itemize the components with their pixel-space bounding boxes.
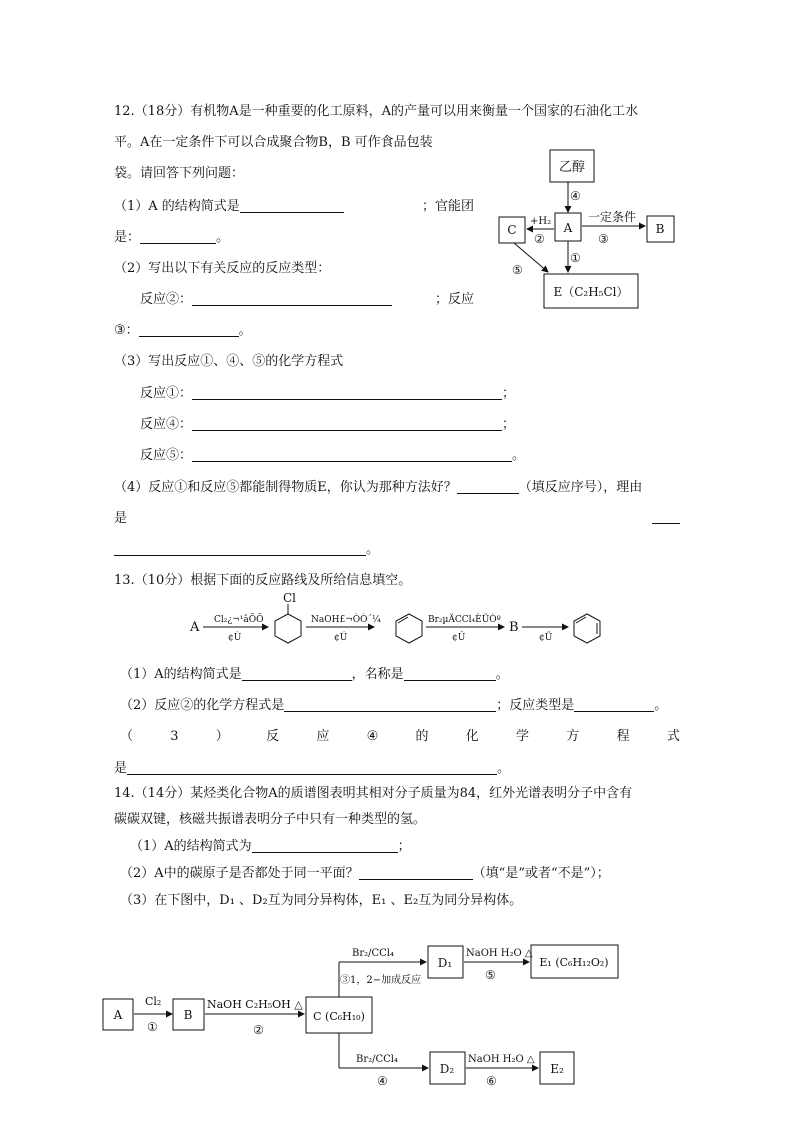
q13-cond3: Br₂µÄCCl₄ÈÜÒº <box>428 615 501 625</box>
q12-semicolon: ； <box>502 386 516 401</box>
label-1: ① <box>570 251 581 265</box>
q14-part2-hint: （填“是”或者“不是”）； <box>472 866 610 881</box>
q14-d2-label: D₂ <box>439 1062 455 1076</box>
q12-part1-text: （1）A 的结构简式是 <box>114 199 240 214</box>
q13-part3-char: （ <box>120 729 134 744</box>
q13-part3-char: 化 <box>465 729 479 744</box>
q14-part1-text: （1）A的结构简式为 <box>130 839 252 854</box>
q13-step4: ¢Ü <box>539 633 553 643</box>
q14-naoh-ethanol: NaOH C₂H₅OH △ <box>207 998 303 1011</box>
q12-period: 。 <box>216 230 230 245</box>
q13-part3-char: 应 <box>316 729 330 744</box>
q13-type-label: ；反应类型是 <box>496 698 575 713</box>
q12-part1-label: 是： <box>114 230 141 245</box>
q13-period: 。 <box>497 761 511 776</box>
q12-part1-functional-group: ；官能团 <box>421 199 474 214</box>
q12-reaction-label: ；反应 <box>434 292 474 307</box>
q12-part4-text: （4）反应①和反应⑤都能制得物质E，你认为那种方法好？ <box>114 480 457 495</box>
q13-b-label: B <box>509 620 519 635</box>
q14-d1-label: D₁ <box>437 956 453 970</box>
q12-line3: 袋。请回答下列问题： <box>114 166 245 181</box>
q12-period: 。 <box>512 448 526 463</box>
a-label: A <box>563 221 573 235</box>
q13-part2-text: （2）反应②的化学方程式是 <box>120 698 285 713</box>
q13-part3-char: ） <box>215 729 229 744</box>
q14-step3: ③1，2−加成反应 <box>340 975 422 986</box>
q13-a-label: A <box>190 620 200 635</box>
q13-name-label: ，名称是 <box>351 667 404 682</box>
q14-br2-top: Br₂/CCl₄ <box>352 948 395 959</box>
q13-part3-label: 是 <box>114 761 128 776</box>
q12-reaction3-label: ③： <box>114 323 139 338</box>
q14-line2: 碳碳双键，核磁共振谱表明分子中只有一种类型的氢。 <box>114 812 427 827</box>
h2-label: +H₂ <box>530 216 552 227</box>
q14-c-label: C (C₆H₁₀) <box>313 1010 365 1023</box>
q14-semicolon: ； <box>397 839 411 854</box>
c-label: C <box>507 223 517 237</box>
q13-part3-char: 式 <box>666 729 680 744</box>
q14-step1: ① <box>147 1020 158 1034</box>
label-5: ⑤ <box>512 263 523 277</box>
q13-part3-char: 程 <box>616 729 630 744</box>
q14-e2-label: E₂ <box>550 1062 564 1076</box>
q12-part4-reason-label: 是 <box>114 511 128 526</box>
q12-eq5-label: 反应⑤： <box>140 448 193 463</box>
q13-step1: ¢Ù <box>228 633 242 643</box>
q13-cond2: NaOH£¬ÒÒ´¼ <box>311 615 381 625</box>
q14-b-label: B <box>183 1008 193 1022</box>
b-label: B <box>655 222 665 236</box>
q13-cond1: Cl₂¿¬¹âÕÕ <box>214 615 264 625</box>
q13-step2: ¢Ú <box>334 633 348 643</box>
q14-br2-bottom: Br₂/CCl₄ <box>356 1054 399 1065</box>
q13-part3-char: ④ <box>366 729 379 744</box>
q14-step5: ⑤ <box>485 968 496 982</box>
q13-part3-char: 的 <box>415 729 429 744</box>
q13-part3-char: 反 <box>266 729 280 744</box>
q14-part2-text: （2）A中的碳原子是否都处于同一平面？ <box>120 866 359 881</box>
q14-cl2-label: Cl₂ <box>145 995 162 1008</box>
condition-label: 一定条件 <box>588 210 637 224</box>
q12-semicolon: ； <box>502 417 516 432</box>
q13-line1: 13.（10分）根据下面的反应路线及所给信息填空。 <box>114 573 412 588</box>
label-3: ③ <box>598 232 609 246</box>
q12-reaction2-label: 反应②： <box>140 292 193 307</box>
q14-naoh-water-top: NaOH H₂O △ <box>466 948 533 959</box>
q14-e1-label: E₁ (C₆H₁₂O₂) <box>539 956 609 969</box>
q12-line1: 12.（18分）有机物A是一种重要的化工原料，A的产量可以用来衡量一个国家的石油化工水 <box>114 104 638 119</box>
q14-a-label: A <box>113 1008 123 1022</box>
q13-period: 。 <box>654 698 668 713</box>
q13-part1-text: （1）A的结构简式是 <box>120 667 242 682</box>
q12-part3: （3）写出反应①、④、⑤的化学方程式 <box>114 354 344 369</box>
q12-eq1-label: 反应①： <box>140 386 193 401</box>
q13-step3: ¢Û <box>452 633 466 643</box>
q12-part4-text2: （填反应序号），理由 <box>518 480 643 495</box>
chloro-label: Cl <box>283 591 297 605</box>
q13-part3-char: 学 <box>516 729 530 744</box>
q14-part3: （3）在下图中，D₁ 、D₂互为同分异构体，E₁ 、E₂互为同分异构体。 <box>120 893 523 908</box>
q14-naoh-water-bottom: NaOH H₂O △ <box>468 1054 535 1065</box>
e-label: E（C₂H₅Cl） <box>553 285 629 299</box>
q13-part3-char: 3 <box>170 729 179 744</box>
q14-step4: ④ <box>377 1074 388 1088</box>
q12-line2: 平。A在一定条件下可以合成聚合物B，B 可作食品包装 <box>114 135 433 150</box>
q14-line1: 14.（14分）某烃类化合物A的质谱图表明其相对分子质量为84，红外光谱表明分子中含有 <box>114 786 633 801</box>
q12-period: 。 <box>366 542 380 557</box>
q13-part3-char: 方 <box>566 729 580 744</box>
label-4: ④ <box>570 189 581 203</box>
ethanol-label: 乙醇 <box>558 160 586 175</box>
label-2: ② <box>534 232 545 246</box>
q12-period: 。 <box>238 323 252 338</box>
q13-period: 。 <box>495 667 509 682</box>
q12-eq4-label: 反应④： <box>140 417 193 432</box>
q12-part2: （2）写出以下有关反应的反应类型： <box>114 261 331 276</box>
q14-step2: ② <box>253 1023 264 1037</box>
q14-step6: ⑥ <box>486 1074 497 1088</box>
